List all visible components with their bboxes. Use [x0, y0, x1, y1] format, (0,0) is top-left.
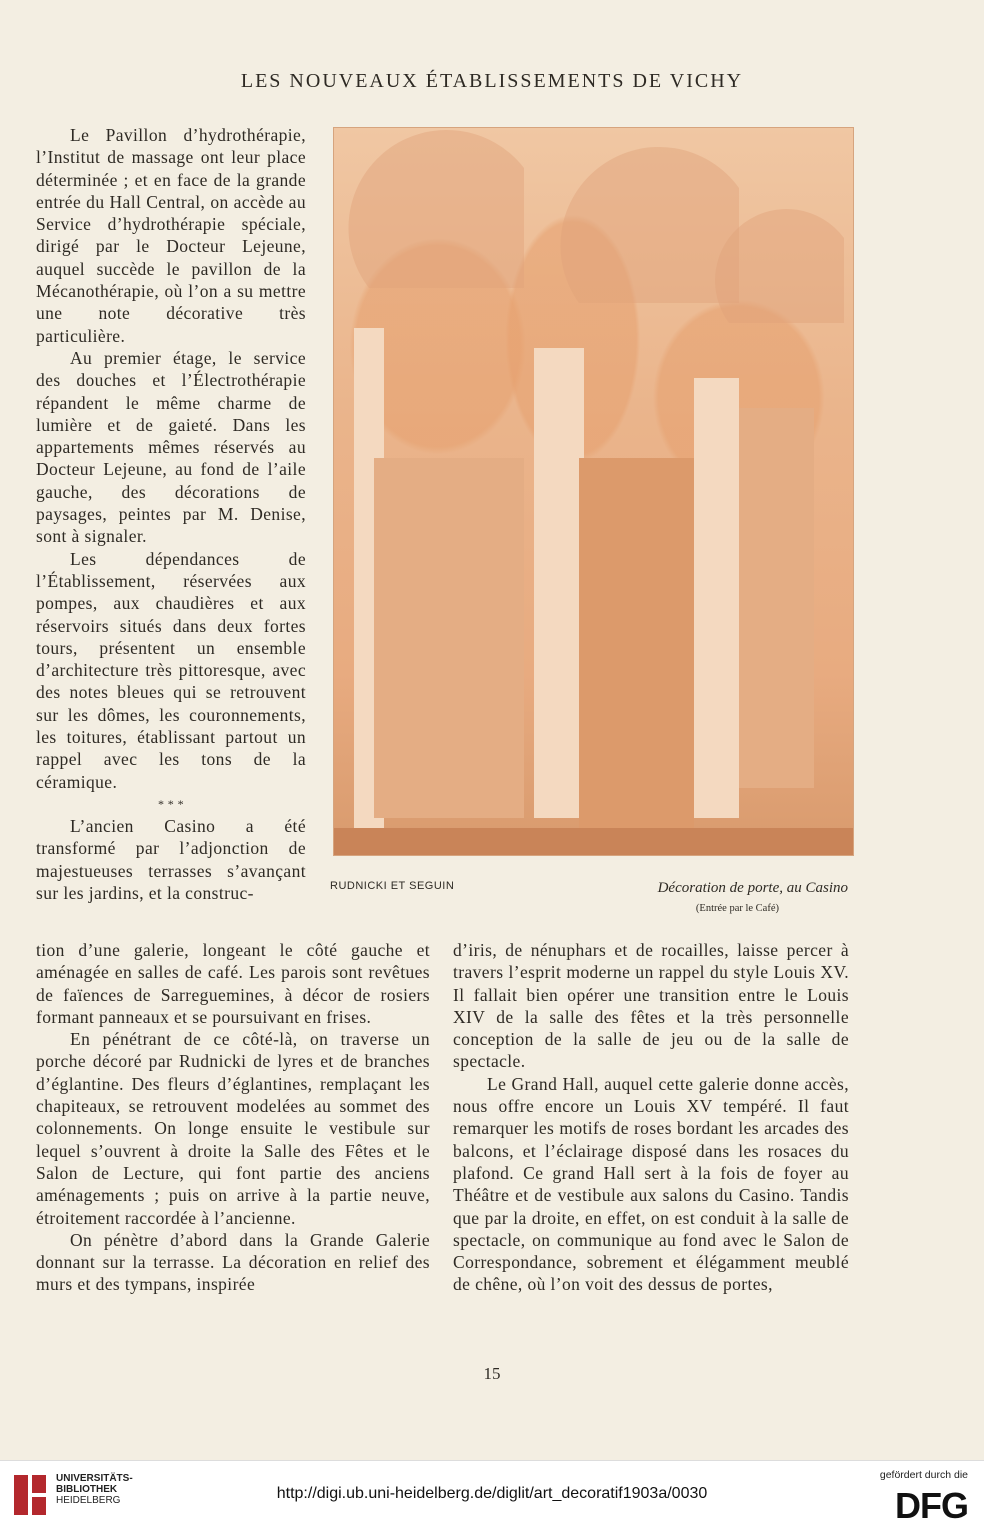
paragraph: Le Pavillon d’hydrothérapie, l’Institut de massage ont leur place déterminée ; et en face de la grande entrée du Hall Central, on accède au Service d’hydrothérapie spéciale, dirigé par le Docteur Lejeune, auquel succède le pavillon de la Mécanothérapie, où l’on a su mettre une note décorative très particulière. [36, 125, 306, 346]
viewer-footer [0, 1460, 984, 1533]
left-column-top [36, 124, 306, 904]
funder-label: gefördert durch die [879, 1469, 968, 1481]
paragraph: Les dépendances de l’Établissement, réservées aux pompes, aux chaudières et aux réservoirs situés dans deux fortes tours, présentent un ensemble d’architecture très pittoresque, avec des notes bleues qui se retrouvent sur les dômes, les couronnements, les toitures, établissant partout un rappel avec les tons de la céramique. [36, 548, 306, 792]
photo-credit: RUDNICKI ET SEGUIN [330, 880, 455, 892]
permalink-url[interactable]: http://digi.ub.uni-heidelberg.de/diglit/art_decoratif1903a/0030 [276, 1485, 708, 1502]
section-separator: * * * [158, 796, 184, 811]
library-line: UNIVERSITÄTS- [56, 1473, 133, 1484]
page-number: 15 [483, 1364, 501, 1383]
paragraph: L’ancien Casino a été transformé par l’adjonction de majestueuses terrasses s’avançant sur les jardins, et la construc- [36, 815, 306, 903]
library-line: HEIDELBERG [56, 1495, 121, 1506]
photograph-door-decoration [333, 127, 854, 856]
paragraph: On pénètre d’abord dans la Grande Galerie donnant sur la terrasse. La décoration en relief des murs et des tympans, inspirée [36, 1229, 430, 1295]
photo-caption-subtitle: (Entrée par le Café) [695, 903, 779, 914]
paragraph: d’iris, de nénuphars et de rocailles, laisse percer à travers l’esprit moderne un rappel du style Louis XV. Il fallait bien opérer une transition entre le Louis XIV de la salle des fêtes et la très personnelle conception de la salle de jeu ou de la salle de spectacle. [453, 940, 849, 1072]
paragraph: Le Grand Hall, auquel cette galerie donne accès, nous offre encore un Louis XV tempéré. Il faut remarquer les motifs de roses bordant les arcades des balcons, et l’éclairage disposé dans les rosaces du plafond. Ce grand Hall sert à la fois de foyer au Théâtre et de vestibule aux salons du Casino. Tandis que par la droite, en effet, on est conduit à la salle de spectacle, on communique au fond avec le Salon de Correspondance, sobrement et élégamment meublé de chêne, où l’on voit des dessus de portes, [453, 1073, 849, 1295]
running-header: LES NOUVEAUX ÉTABLISSEMENTS DE VICHY [240, 70, 744, 92]
paragraph: tion d’une galerie, longeant le côté gauche et aménagée en salles de café. Les parois sont revêtues de faïences de Sarreguemines, à décor de rosiers formant panneaux et se poursuivant en frises. [36, 940, 430, 1027]
left-column-bottom [36, 939, 430, 1296]
dfg-logo[interactable]: DFG [895, 1485, 968, 1526]
paragraph: En pénétrant de ce côté-là, on traverse un porche décoré par Rudnicki de lyres et de branches d’églantine. Des fleurs d’églantines, remplaçant les chapiteaux, se retrouvent modelées au sommet des colonnements. On longe ensuite le vestibule sur lequel s’ouvrent à droite la Salle des Fêtes et le Salon de Lecture, qui font partie des anciens aménagements ; puis on arrive à la partie neuve, étroitement raccordée à l’ancienne. [36, 1029, 430, 1228]
photo-caption-title: Décoration de porte, au Casino [657, 880, 848, 896]
library-line: BIBLIOTHEK [56, 1484, 118, 1495]
paragraph: Au premier étage, le service des douches et l’Électrothérapie répandent le même charme de lumière et de gaieté. Dans les appartements mêmes réservés au Docteur Lejeune, au fond de l’aile gauche, des décorations de paysages, peintes par M. Denise, sont à signaler. [36, 347, 306, 547]
right-column [453, 939, 849, 1296]
